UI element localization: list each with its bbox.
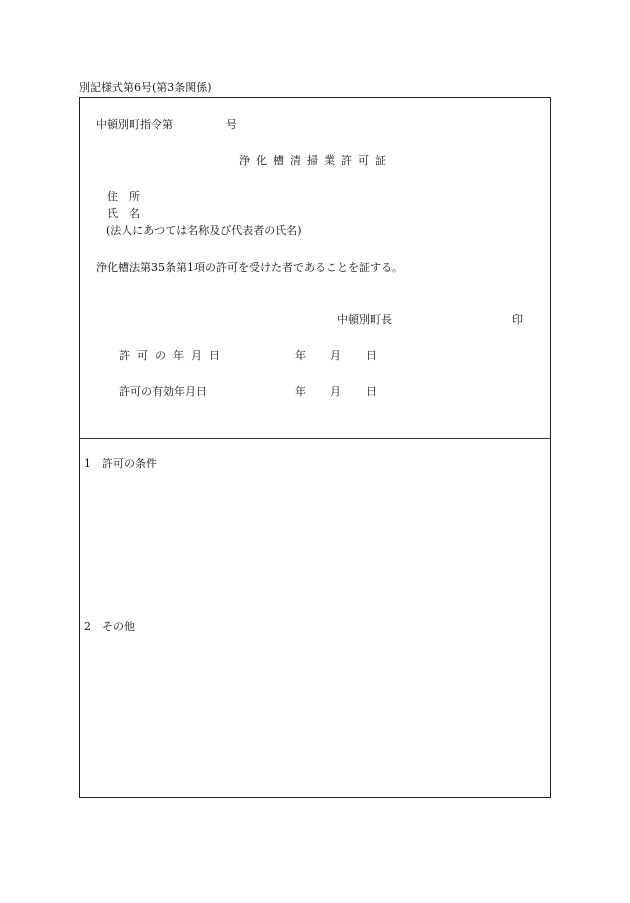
- conditions-heading: 1 許可の条件: [84, 457, 157, 470]
- valid-date-day: 日: [366, 385, 377, 398]
- permit-date-day: 日: [366, 349, 377, 362]
- seal-mark: 印: [512, 313, 523, 326]
- permit-number-suffix: 号: [226, 118, 237, 131]
- valid-date-year: 年: [295, 385, 306, 398]
- corporate-note: (法人にあつては名称及び代表者の氏名): [106, 224, 302, 237]
- permit-date-label: 許可の年月日: [119, 349, 227, 362]
- section-divider: [79, 438, 551, 439]
- other-heading: 2 その他: [84, 620, 135, 633]
- address-label: 住 所: [107, 190, 140, 203]
- form-number-label: 別記様式第6号(第3条関係): [79, 81, 212, 94]
- valid-date-month: 月: [330, 385, 341, 398]
- certification-statement: 浄化槽法第35条第1項の許可を受けた者であることを証する。: [96, 261, 403, 274]
- valid-date-label: 許可の有効年月日: [119, 385, 207, 398]
- permit-number-prefix: 中頓別町指令第: [96, 118, 173, 131]
- certificate-title: 浄化槽清掃業許可証: [239, 154, 392, 167]
- permit-date-month: 月: [330, 349, 341, 362]
- permit-date-year: 年: [295, 349, 306, 362]
- issuer-name: 中頓別町長: [337, 313, 392, 326]
- certificate-frame: [79, 97, 551, 798]
- name-label: 氏 名: [107, 207, 140, 220]
